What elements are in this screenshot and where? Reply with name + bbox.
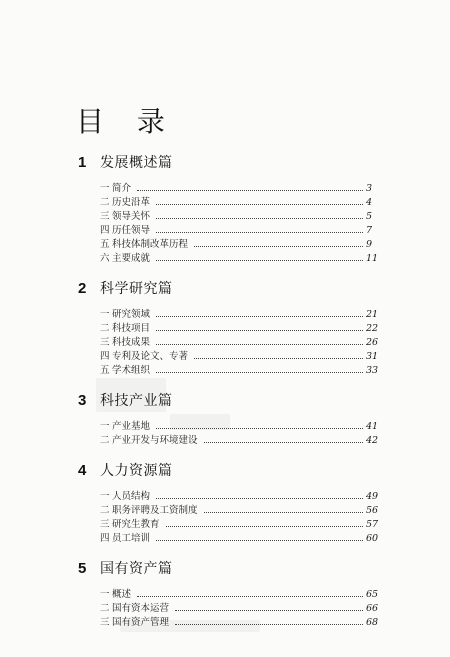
dot-leader — [175, 623, 363, 625]
section-number: 3 — [78, 392, 87, 409]
dot-leader — [194, 245, 363, 247]
toc-entry-list — [78, 306, 378, 376]
toc-entry-page: 7 — [366, 225, 373, 236]
toc-entry[interactable] — [100, 320, 378, 334]
toc-entry-number: 三 — [100, 211, 110, 222]
dot-leader — [166, 525, 363, 527]
toc-entry-text: 专利及论文、专著 — [112, 351, 189, 362]
toc-entry-label — [100, 488, 153, 502]
toc-entry[interactable] — [100, 530, 378, 544]
dot-leader — [156, 315, 363, 317]
toc-entry-text: 国有资产管理 — [112, 617, 170, 628]
toc-entry-page: 11 — [366, 253, 379, 264]
section-title: 科学研究篇 — [100, 281, 173, 297]
toc-entry-list — [78, 488, 378, 544]
page-title: 目 录 — [76, 105, 177, 138]
toc-entry-number: 一 — [100, 589, 110, 600]
toc-entry[interactable] — [100, 432, 378, 446]
toc-section — [78, 152, 378, 264]
toc-entry-text: 研究生教育 — [112, 519, 160, 530]
dot-leader — [137, 595, 363, 597]
toc-entry-label — [100, 348, 191, 362]
toc-entry-page: 21 — [366, 309, 379, 320]
toc-entry-label — [100, 222, 153, 236]
dot-leader — [156, 371, 363, 373]
toc-entry-list — [78, 418, 378, 446]
dot-leader — [156, 259, 363, 261]
toc-entry[interactable] — [100, 348, 378, 362]
dot-leader — [156, 231, 363, 233]
toc-entry-text: 概述 — [112, 589, 132, 600]
toc-entry-text: 学术组织 — [112, 365, 151, 376]
toc-entry-text: 简介 — [112, 183, 132, 194]
toc-entry-number: 二 — [100, 435, 110, 446]
toc-entry[interactable] — [100, 194, 378, 208]
toc-entry[interactable] — [100, 222, 378, 236]
toc-entry-label — [100, 320, 153, 334]
toc-entry-number: 三 — [100, 519, 110, 530]
toc-entry-page: 68 — [366, 617, 379, 628]
section-title: 科技产业篇 — [100, 393, 173, 409]
dot-leader — [175, 609, 363, 611]
toc-entry-page: 5 — [366, 211, 373, 222]
toc-section — [78, 460, 378, 544]
toc-entry[interactable] — [100, 362, 378, 376]
toc-entry-number: 二 — [100, 603, 110, 614]
section-heading[interactable] — [78, 390, 378, 412]
dot-leader — [156, 329, 363, 331]
toc-entry-text: 员工培训 — [112, 533, 151, 544]
toc-entry-text: 研究领域 — [112, 309, 151, 320]
toc-entry-label — [100, 418, 153, 432]
toc-entry-text: 历史沿革 — [112, 197, 151, 208]
toc-entry[interactable] — [100, 306, 378, 320]
toc-entry-text: 科技体制改革历程 — [112, 239, 189, 250]
toc-entry[interactable] — [100, 488, 378, 502]
toc-entry-label — [100, 432, 201, 446]
toc-section — [78, 390, 378, 446]
toc-entry-page: 26 — [366, 337, 379, 348]
toc-entry-page: 31 — [366, 351, 379, 362]
toc-entry-page: 41 — [366, 421, 379, 432]
toc-entry-label — [100, 502, 201, 516]
toc-entry-text: 国有资本运营 — [112, 603, 170, 614]
section-number: 5 — [78, 560, 87, 577]
toc-entry-label — [100, 334, 153, 348]
toc-entry-number: 四 — [100, 351, 110, 362]
toc-entry-label — [100, 306, 153, 320]
toc-entry-number: 五 — [100, 365, 110, 376]
toc-entry-text: 科技项目 — [112, 323, 151, 334]
toc-entry-number: 五 — [100, 239, 110, 250]
toc-entry[interactable] — [100, 334, 378, 348]
toc-entry-page: 56 — [366, 505, 379, 516]
dot-leader — [204, 441, 363, 443]
toc-entry-label — [100, 180, 134, 194]
dot-leader — [137, 189, 363, 191]
toc-entry-text: 科技成果 — [112, 337, 151, 348]
section-heading[interactable] — [78, 558, 378, 580]
toc-entry-label — [100, 614, 172, 628]
toc-section — [78, 278, 378, 376]
section-title: 发展概述篇 — [100, 155, 173, 171]
toc-entry-list — [78, 180, 378, 264]
toc-entry-page: 4 — [366, 197, 373, 208]
toc-entry-page: 22 — [366, 323, 379, 334]
section-number: 4 — [78, 462, 87, 479]
toc-entry-label — [100, 600, 172, 614]
dot-leader — [156, 217, 363, 219]
toc-entry-text: 职务评聘及工资制度 — [112, 505, 198, 516]
toc-entry-number: 二 — [100, 323, 110, 334]
toc-entry-text: 历任领导 — [112, 225, 151, 236]
toc-entry-page: 66 — [366, 603, 379, 614]
dot-leader — [194, 357, 363, 359]
section-title: 人力资源篇 — [100, 463, 173, 479]
toc-entry-number: 二 — [100, 197, 110, 208]
toc-entry-text: 人员结构 — [112, 491, 151, 502]
toc-entry-label — [100, 208, 153, 222]
toc-entry-number: 四 — [100, 533, 110, 544]
toc-entry-page: 3 — [366, 183, 373, 194]
section-title: 国有资产篇 — [100, 561, 173, 577]
toc-entry[interactable] — [100, 418, 378, 432]
toc-entry-page: 60 — [366, 533, 379, 544]
toc-entry-label — [100, 516, 163, 530]
toc-entry-number: 一 — [100, 491, 110, 502]
dot-leader — [156, 427, 363, 429]
section-heading[interactable] — [78, 152, 378, 174]
section-number: 1 — [78, 154, 87, 171]
toc-entry-number: 一 — [100, 421, 110, 432]
dot-leader — [156, 539, 363, 541]
toc-entry-page: 49 — [366, 491, 379, 502]
toc-entry[interactable] — [100, 586, 378, 600]
toc-entry-number: 三 — [100, 337, 110, 348]
toc-entry-page: 57 — [366, 519, 379, 530]
toc-entry[interactable] — [100, 180, 378, 194]
toc-entry-number: 一 — [100, 183, 110, 194]
toc-entry[interactable] — [100, 208, 378, 222]
toc-entry-page: 9 — [366, 239, 373, 250]
toc-entry-label — [100, 250, 153, 264]
toc-entry-label — [100, 236, 191, 250]
toc-entry-number: 六 — [100, 253, 110, 264]
toc-entry-number: 四 — [100, 225, 110, 236]
toc-entry-label — [100, 586, 134, 600]
toc-entry[interactable] — [100, 600, 378, 614]
section-heading[interactable] — [78, 278, 378, 300]
toc-entry-text: 产业基地 — [112, 421, 151, 432]
toc-sections — [78, 152, 378, 642]
toc-entry[interactable] — [100, 236, 378, 250]
toc-section — [78, 558, 378, 628]
toc-entry-page: 33 — [366, 365, 379, 376]
toc-entry-page: 65 — [366, 589, 379, 600]
toc-entry-number: 二 — [100, 505, 110, 516]
dot-leader — [156, 343, 363, 345]
section-number: 2 — [78, 280, 87, 297]
dot-leader — [204, 511, 363, 513]
toc-entry-page: 42 — [366, 435, 379, 446]
toc-entry-text: 主要成就 — [112, 253, 151, 264]
toc-entry-text: 领导关怀 — [112, 211, 151, 222]
toc-entry-list — [78, 586, 378, 628]
toc-entry[interactable] — [100, 516, 378, 530]
toc-entry[interactable] — [100, 502, 378, 516]
toc-entry-text: 产业开发与环境建设 — [112, 435, 198, 446]
toc-entry-number: 三 — [100, 617, 110, 628]
dot-leader — [156, 203, 363, 205]
toc-entry-label — [100, 194, 153, 208]
toc-entry-label — [100, 530, 153, 544]
section-heading[interactable] — [78, 460, 378, 482]
dot-leader — [156, 497, 363, 499]
toc-entry[interactable] — [100, 614, 378, 628]
toc-entry[interactable] — [100, 250, 378, 264]
toc-entry-label — [100, 362, 153, 376]
toc-entry-number: 一 — [100, 309, 110, 320]
